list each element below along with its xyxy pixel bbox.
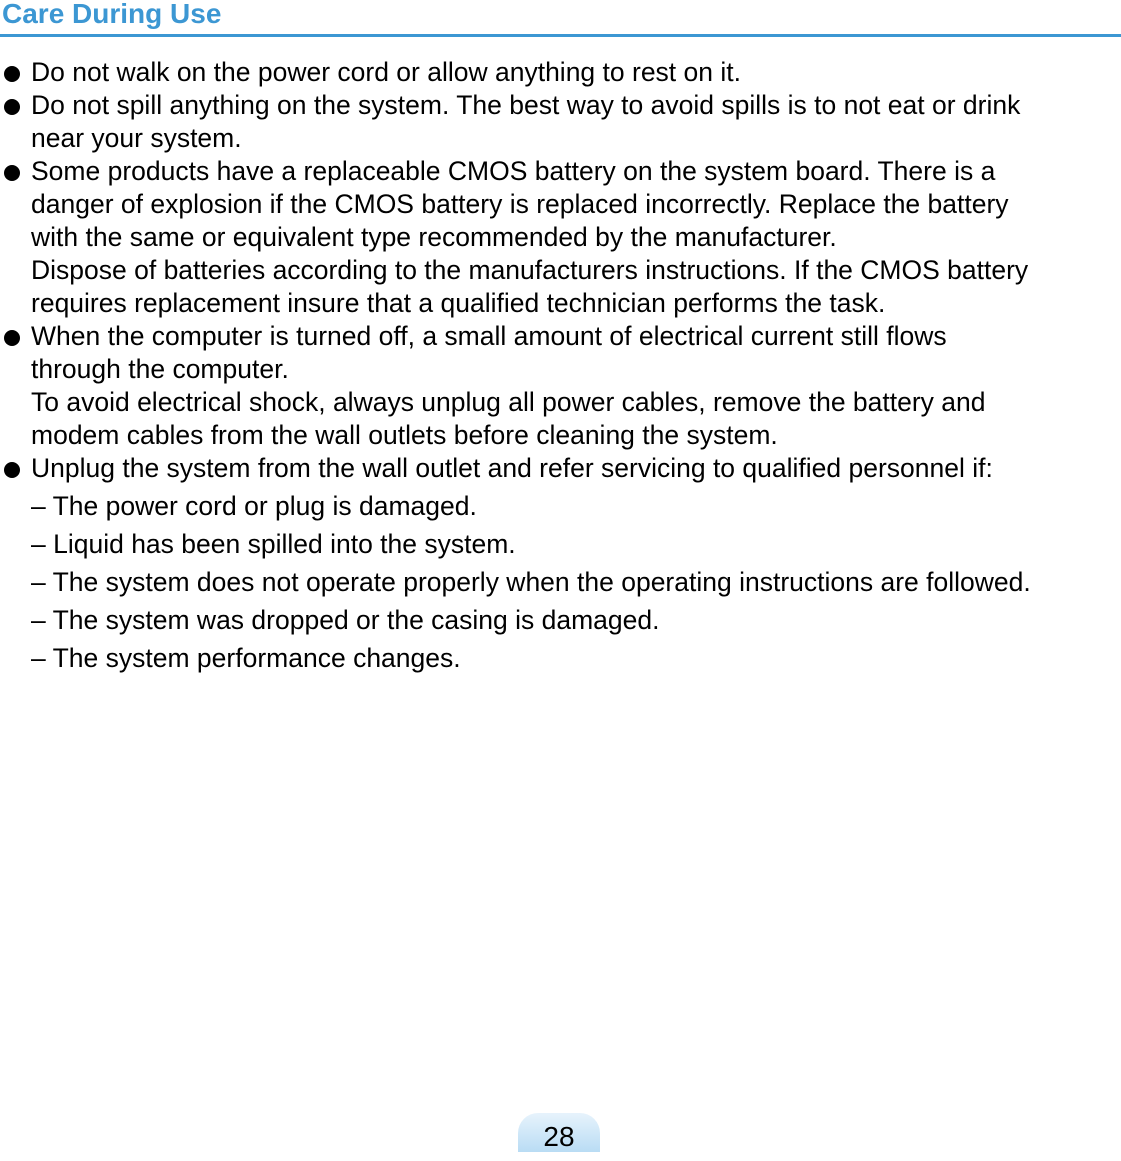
sub-list-item: – The system does not operate properly when the operating instructions are followed. bbox=[31, 567, 1031, 597]
bullet-line: Unplug the system from the wall outlet and refer servicing to qualified personnel if: bbox=[31, 453, 993, 483]
bullet-line: requires replacement insure that a qualified technician performs the task. bbox=[31, 288, 886, 318]
bullet-line: Dispose of batteries according to the manufacturers instructions. If the CMOS battery bbox=[31, 255, 1029, 285]
bullet-line: When the computer is turned off, a small amount of electrical current still flows bbox=[31, 321, 947, 351]
bullet-line: through the computer. bbox=[31, 354, 289, 384]
sub-list-item: – The system was dropped or the casing is damaged. bbox=[31, 605, 660, 635]
sub-list-item: – Liquid has been spilled into the system. bbox=[31, 529, 516, 559]
bullet-dot-icon bbox=[4, 99, 20, 115]
bullet-line: near your system. bbox=[31, 123, 242, 153]
page-number: 28 bbox=[518, 1113, 600, 1152]
bullet-line: modem cables from the wall outlets before cleaning the system. bbox=[31, 420, 778, 450]
bullet-power-cord bbox=[0, 56, 1121, 89]
bullet-cmos-battery bbox=[0, 155, 1121, 320]
bullet-line: Some products have a replaceable CMOS battery on the system board. There is a bbox=[31, 156, 996, 186]
bullet-dot-icon bbox=[4, 66, 20, 82]
servicing-conditions-list bbox=[0, 490, 1121, 675]
sub-list-item: – The power cord or plug is damaged. bbox=[31, 491, 477, 521]
care-during-use-list bbox=[0, 56, 1121, 680]
bullet-spills bbox=[0, 89, 1121, 155]
page-title: Care During Use bbox=[2, 0, 222, 29]
bullet-unplug-servicing bbox=[0, 452, 1121, 485]
bullet-line: Do not walk on the power cord or allow anything to rest on it. bbox=[31, 57, 741, 87]
sub-list-item: – The system performance changes. bbox=[31, 643, 461, 673]
bullet-electrical-current bbox=[0, 320, 1121, 452]
bullet-line: Do not spill anything on the system. The best way to avoid spills is to not eat or drink bbox=[31, 90, 1021, 120]
header-divider bbox=[0, 34, 1121, 37]
bullet-line: danger of explosion if the CMOS battery is replaced incorrectly. Replace the battery bbox=[31, 189, 1009, 219]
bullet-dot-icon bbox=[4, 462, 20, 478]
bullet-dot-icon bbox=[4, 330, 20, 346]
bullet-line: with the same or equivalent type recommended by the manufacturer. bbox=[31, 222, 837, 252]
bullet-dot-icon bbox=[4, 165, 20, 181]
bullet-line: To avoid electrical shock, always unplug all power cables, remove the battery and bbox=[31, 387, 986, 417]
